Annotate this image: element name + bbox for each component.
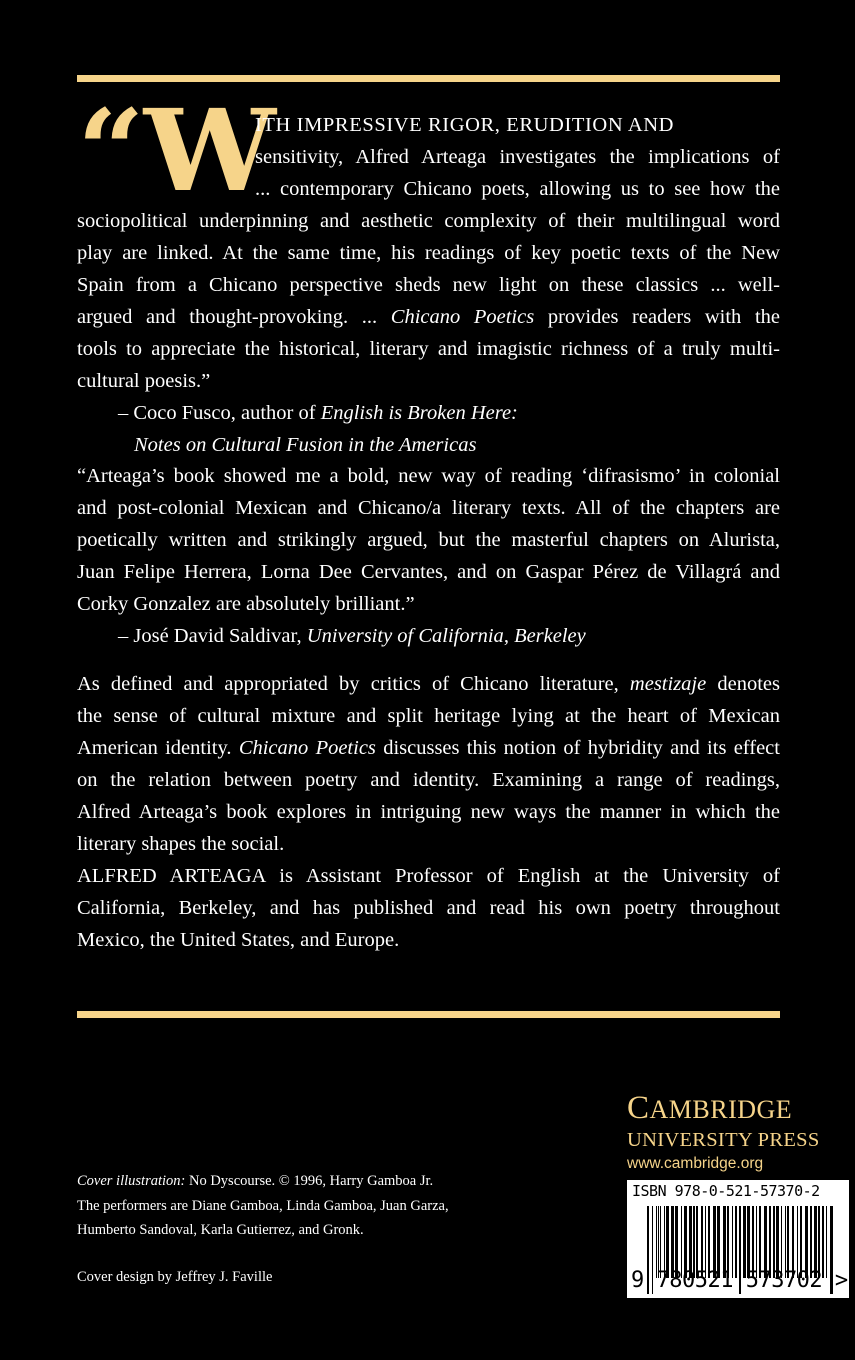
text-line <box>77 588 780 620</box>
text-line <box>77 668 780 700</box>
text-segment: tools to appreciate the historical, literary and imagistic richness of a truly multi- <box>77 338 780 360</box>
text-segment: argued and thought-provoking. ... <box>77 306 391 328</box>
publisher-subtitle: UNIVERSITY PRESS <box>627 1129 820 1151</box>
publisher-logo <box>627 1090 851 1176</box>
text-segment: sensitivity, Alfred Arteaga investigates the implications of <box>255 146 780 168</box>
text-line <box>77 524 780 556</box>
text-line <box>77 860 780 892</box>
illustration-credit <box>77 1169 449 1194</box>
text-line <box>77 429 780 461</box>
text-segment: Alfred Arteaga’s book explores in intriguing new ways the manner in which the <box>77 801 780 823</box>
text-line <box>77 892 780 924</box>
top-rule <box>77 75 780 82</box>
quote2-attribution <box>77 620 780 652</box>
text-segment: and post-colonial Mexican and Chicano/a literary texts. All of the chapters are <box>77 497 780 519</box>
italic-text: English is Broken Here: <box>320 402 518 424</box>
text-segment: Mexico, the United States, and Europe. <box>77 929 400 951</box>
text-line <box>255 173 780 205</box>
isbn-barcode <box>627 1180 849 1298</box>
quote1-lines <box>255 141 780 205</box>
performers-line-2: Humberto Sandoval, Karla Gutierrez, and Gronk. <box>77 1222 364 1238</box>
text-line <box>77 732 780 764</box>
text-segment: poetically written and strikingly argued, but the masterful chapters on Alurista, <box>77 529 780 551</box>
performers-line-1: The performers are Diane Gamboa, Linda Gamboa, Juan Garza, <box>77 1197 449 1214</box>
text-line <box>77 796 780 828</box>
text-line <box>77 397 780 429</box>
publisher-name <box>627 1090 851 1128</box>
text-segment: , <box>503 625 515 647</box>
italic-text: Berkeley <box>514 625 586 647</box>
text-segment: As defined and appropriated by critics of Chicano literature, <box>77 673 630 695</box>
quote1-opening <box>255 109 780 205</box>
barcode-digits: 9 780521 573702 > <box>631 1268 848 1293</box>
text-segment: ALFRED ARTEAGA is Assistant Professor of English at the University of <box>77 865 780 887</box>
text-line <box>77 333 780 365</box>
text-segment: play are linked. At the same time, his readings of key poetic texts of the New <box>77 242 780 264</box>
text-segment: Spain from a Chicano perspective sheds new light on these classics ... well- <box>77 274 780 296</box>
text-segment: – José David Saldivar, <box>118 625 307 647</box>
text-segment: – Coco Fusco, author of <box>118 402 321 424</box>
publisher-url: www.cambridge.org <box>627 1155 764 1172</box>
text-line <box>77 269 780 301</box>
illustration-label: Cover illustration: <box>77 1173 186 1189</box>
text-segment: California, Berkeley, and has published and read his own poetry throughout <box>77 897 780 919</box>
text-line <box>77 237 780 269</box>
quote1-attribution <box>77 397 780 461</box>
quote1-first-line: ITH IMPRESSIVE RIGOR, ERUDITION AND <box>255 114 675 136</box>
italic-text: Chicano Poetics <box>238 737 376 759</box>
text-segment: sociopolitical underpinning and aesthetic complexity of their multilingual word <box>77 210 780 232</box>
text-line <box>77 700 780 732</box>
text-line <box>77 301 780 333</box>
italic-text: mestizaje <box>629 673 707 695</box>
description <box>77 668 780 860</box>
text-segment: Corky Gonzalez are absolutely brilliant.” <box>77 593 415 615</box>
text-segment: literary shapes the social. <box>77 833 285 855</box>
text-line <box>77 492 780 524</box>
drop-cap: “W <box>77 86 272 217</box>
cover-credits <box>77 1169 449 1289</box>
quote1-body-lines <box>77 205 780 397</box>
isbn-label: ISBN 978-0-521-57370-2 <box>632 1182 820 1200</box>
text-line <box>77 205 780 237</box>
publisher-name-initial: C <box>627 1090 650 1126</box>
quote1-body <box>77 205 780 461</box>
text-line <box>77 924 780 956</box>
italic-text: Chicano Poetics <box>390 306 535 328</box>
text-segment: “Arteaga’s book showed me a bold, new way of reading ‘difrasismo’ in colonial <box>77 465 780 487</box>
text-segment: on the relation between poetry and identity. Examining a range of readings, <box>77 769 780 791</box>
italic-text: Notes on Cultural Fusion in the Americas <box>134 434 477 456</box>
description-lines <box>77 668 780 860</box>
text-line <box>77 556 780 588</box>
text-segment: provides readers with the <box>534 306 780 328</box>
quote2-lines <box>77 460 780 620</box>
text-segment: the sense of cultural mixture and split heritage lying at the heart of Mexican <box>77 705 780 727</box>
quote2 <box>77 460 780 652</box>
text-segment: cultural poesis.” <box>77 370 211 392</box>
illustration-text: No Dyscourse. © 1996, Harry Gamboa Jr. <box>185 1173 434 1189</box>
publisher-name-rest: AMBRIDGE <box>649 1095 793 1124</box>
text-segment: denotes <box>706 673 780 695</box>
text-segment: American identity. <box>77 737 239 759</box>
text-line <box>77 764 780 796</box>
text-segment: discusses this notion of hybridity and its effect <box>375 737 780 759</box>
design-credit: Cover design by Jeffrey J. Faville <box>77 1268 273 1285</box>
text-line <box>77 460 780 492</box>
text-line <box>77 828 780 860</box>
author-bio <box>77 860 780 956</box>
bottom-rule <box>77 1011 780 1018</box>
text-segment: Juan Felipe Herrera, Lorna Dee Cervantes, and on Gaspar Pérez de Villagrá and <box>77 561 780 583</box>
italic-text: University of California <box>306 625 504 647</box>
text-line <box>77 365 780 397</box>
text-segment: ... contemporary Chicano poets, allowing us to see how the <box>255 178 780 200</box>
author-bio-lines <box>77 860 780 956</box>
text-line <box>255 141 780 173</box>
